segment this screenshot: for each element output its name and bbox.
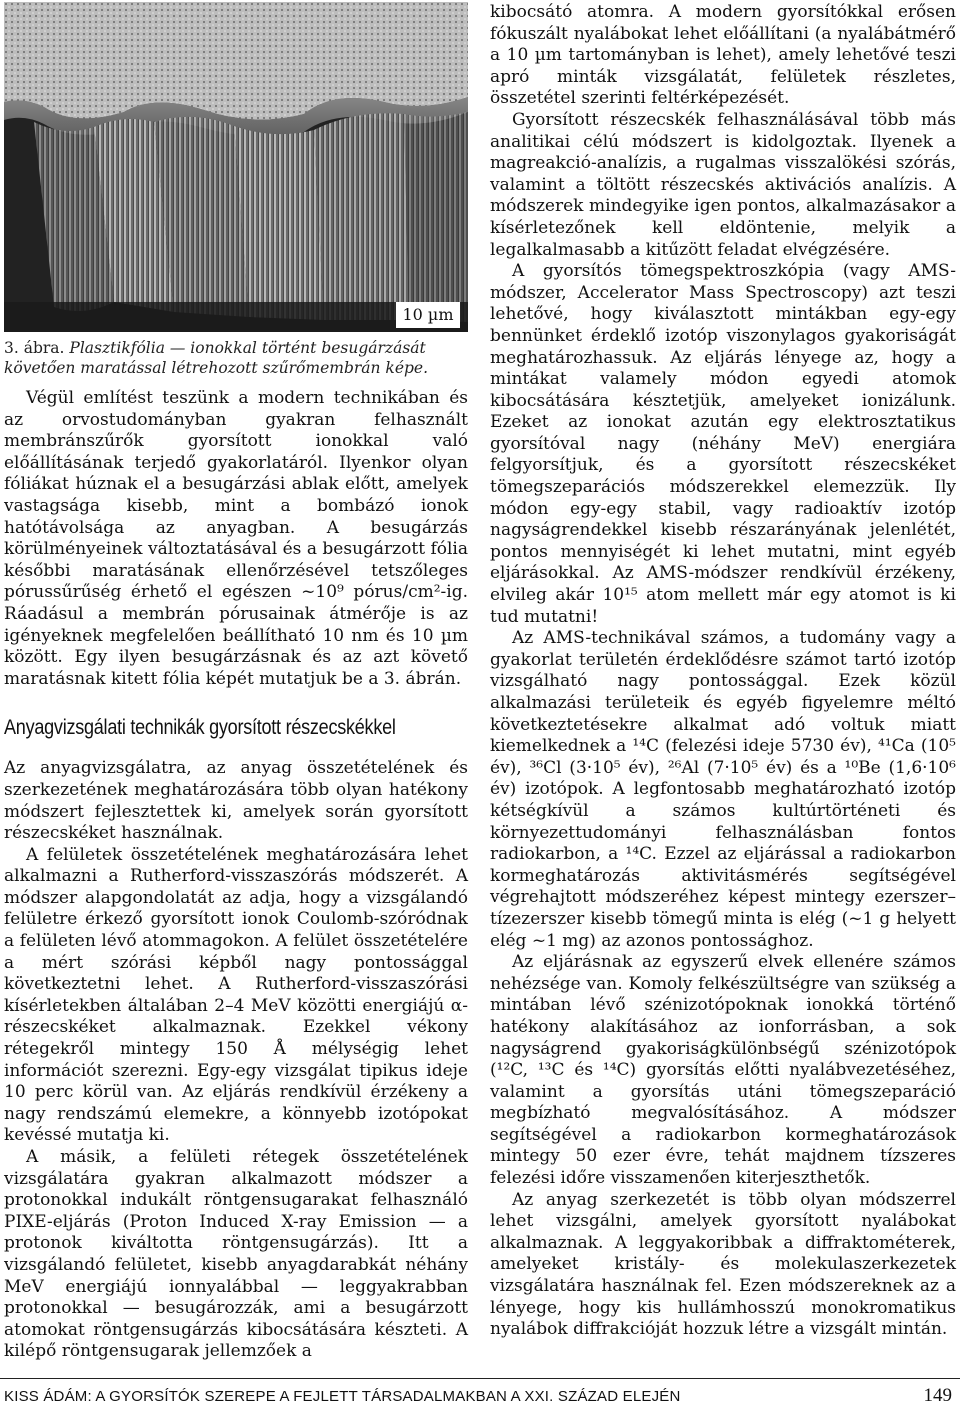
paragraph: Az anyag szerkezetét is több olyan módszerrel lehet vizsgálni, amelyek gyorsított nyalábokat alkalmaznak. A leggyakoribbak a diffraktométerek, amelyeket kristály- és molekulaszerkezetek vizsgálatára használnak fel. Ezen módszereknek az a lényege, hogy kis hullámhosszú monokromatikus nyalábok diffrakcióját hozzuk létre a vizsgált mintán. [490, 1189, 956, 1340]
right-column [490, 2, 956, 1341]
micrograph-image [4, 2, 468, 332]
paragraph: Az AMS-technikával számos, a tudomány vagy a gyakorlat területén érdeklődésre számot tartó izotóp vizsgálható nagy pontossággal. Ezek közül alkalmazási területeik és egyéb figyelemre méltó következtetésekre alkalmat adó voltuk miatt kiemelkednek a ¹⁴C (felezési ideje 5730 év), ⁴¹Ca (10⁵ év), ³⁶Cl (3·10⁵ év), ²⁶Al (7·10⁵ év) és a ¹⁰Be (1,6·10⁶ év) izotópok. A legfontosabb meghatározható izotóp kétségkívül a számos kultúrtörténeti és környezettudományi felhasználásban fontos radiokarbon, a ¹⁴C. Ezzel az eljárással a radiokarbon kormeghatározás aktivitásmérés segítségével végrehajtott módszeréhez képest mintegy ezerszer–tízezerszer kisebb tömegű minta is elég (~1 g helyett elég ~1 mg) az azonos pontossághoz. [490, 628, 956, 951]
scale-bar-label: 10 µm [396, 302, 460, 328]
section-heading: Anyagvizsgálati technikák gyorsított részecskékkel [4, 716, 396, 740]
paragraph: A másik, a felületi rétegek összetételének vizsgálatára gyakran alkalmazott módszer a protonokkal indukált röntgensugarakat felhasználó PIXE-eljárás (Proton Induced X-ray Emission — a protonok kiváltotta röntgensugárzás). Itt a vizsgálandó felületet, kisebb anyagdarabkát néhány MeV energiájú ionnyalábbal — leggyakrabban protonokkal — besugározzák, ami a besugárzott atomokat röntgensugárzás kibocsátására készteti. A kilépő röntgensugarak jellemzőek a [4, 1147, 468, 1362]
paragraph: kibocsátó atomra. A modern gyorsítókkal erősen fókuszált nyalábokat lehet előállítani (a nyalábátmérő a 10 µm tartományban is lehet), amely lehetővé teszi apró minták vizsgálatát, felületek részletes, összetétel szerinti feltérképezését. [490, 2, 956, 109]
left-column [4, 0, 468, 1363]
paragraph: A felületek összetételének meghatározására lehet alkalmazni a Rutherford-visszaszórás módszerét. A módszer alapgondolatát az adja, hogy a vizsgálandó felületre érkező gyorsított ionok Coulomb-szóródnak a felületen lévő atommagokon. A felület összetételére a mért szórási képből nagy pontossággal következtetni lehet. A Rutherford-visszaszórási kísérletekben általában 2–4 MeV közötti energiájú α-részecskéket alkalmaznak. Ezekkel vékony rétegekről mintegy 150 Å mélységig lehet információt szerezni. Egy-egy vizsgálat tipikus ideje 10 perc körül van. Az eljárás rendkívül érzékeny a nagy rendszámú elemekre, a könnyebb izotópokat kevéssé mutatja ki. [4, 844, 468, 1146]
paragraph: Gyorsított részecskék felhasználásával több más analitikai célú módszert is kidolgoztak. Ilyenek a magreakció-analízis, a rugalmas visszalökési szórás, valamint a töltött részecskés aktivációs analízis. A módszerek mindegyike igen pontos, alkalmazásakor a kísérletezőnek kell eldöntenie, melyik a legalkalmasabb a kitűzött feladat elvégzésére. [490, 109, 956, 260]
figure-caption-text: Plasztikfólia — ionokkal történt besugárzását követően maratással létrehozott szűrőmembrán képe. [4, 339, 429, 377]
membrane-micrograph-figure [4, 2, 468, 332]
paragraph: Végül említést teszünk a modern technikában és az orvostudományban gyakran felhasznált membránszűrők gyorsított ionokkal való előállításának terjedő gyakorlatáról. Ilyenkor olyan fóliákat húznak el a besugárzási ablak előtt, amelyek vastagsága kisebb, mint a bombázó ionok hatótávolsága az anyagban. A besugárzás körülményeinek változtatásával és a besugárzott fólia későbbi maratásának ellenőrzésével tetszőleges pórussűrűség érhető el egészen ~10⁹ pórus/cm²-ig. Ráadásul a membrán pórusainak átmérője is az igényeknek megfelelően beállítható 10 nm és 10 µm között. Egy ilyen besugárzásnak és az azt követő maratásnak kitett fólia képét mutatjuk be a 3. ábrán. [4, 388, 468, 689]
figure-caption [4, 338, 468, 378]
paragraph: A gyorsítós tömegspektroszkópia (vagy AMS-módszer, Accelerator Mass Spectroscopy) azt teszi lehetővé, hogy kiválasztott mintákban egy-egy bennünket érdeklő izotóp viszonylagos gyakoriságát meghatározhassuk. Az eljárás lényege az, hogy a mintákat valamely módon egyedi atomok kibocsátására késztetjük, amelyeket ionizálunk. Ezeket az ionokat azután egy elektrosztatikus gyorsítóval nagy (néhány MeV) energiára felgyorsítjuk, és a gyorsított részecskéket tömegszeparációs módszerekkel elemezzük. Ily módon egy-egy stabil, vagy radioaktív izotóp nagyságrendekkel kisebb részarányának jelenlétét, pontos mennyiségét ki lehet mutatni, mint egyéb eljárásokkal. Az AMS-módszer rendkívül érzékeny, elvileg akár 10¹⁵ atom mellett már egy atomot is ki tud mutatni! [490, 261, 956, 627]
paragraph: Az anyagvizsgálatra, az anyag összetételének és szerkezetének meghatározására több olyan hatékony módszert fejlesztettek ki, amelyek során gyorsított részecskéket használnak. [4, 758, 468, 844]
page-number: 149 [923, 1385, 952, 1406]
page-footer [0, 1378, 960, 1411]
figure-caption-label: 3. ábra. [4, 339, 65, 357]
paragraph: Az eljárásnak az egyszerű elvek ellenére számos nehézsége van. Komoly felkészültségre van szükség a mintában lévő szénizotópoknak ionokká történő hatékony alakításához az ionforrásban, a sok nagyságrend gyakoriságkülönbségű szénizotópok (¹²C, ¹³C és ¹⁴C) gyorsítás előtti nyalábvezetéséhez, valamint a gyorsítás utáni tömegszeparáció megbízható megvalósításához. A módszer segítségével a radiokarbon kormeghatározások mintegy 50 ezer évre, tehát majdnem tízszeres felezési időre visszamenően kiterjeszthetők. [490, 952, 956, 1189]
running-head: KISS ÁDÁM: A GYORSÍTÓK SZEREPE A FEJLETT TÁRSADALMAKBAN A XXI. SZÁZAD ELEJÉN [4, 1388, 681, 1405]
